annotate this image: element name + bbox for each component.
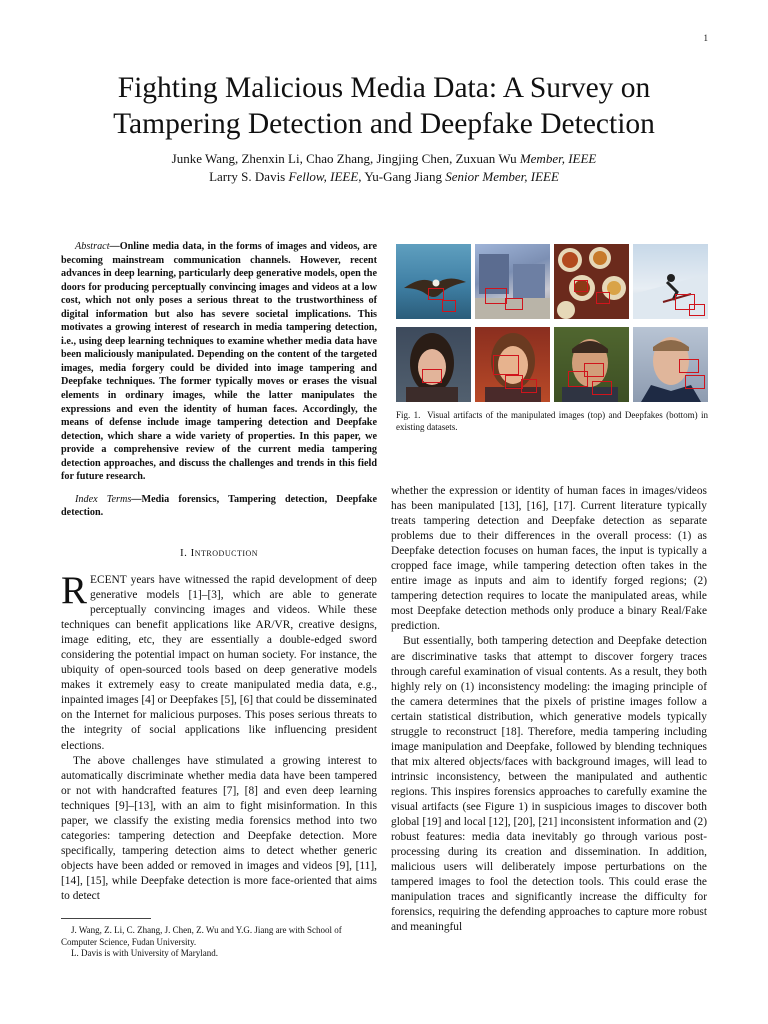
- right-paragraph-2: But essentially, both tampering detection and Deepfake detection are discriminative tasks that attempt to discover forgery traces through careful examination of visual contents. As a result, they both highly rely on (1) inconsistency modeling: the imaging principle of the camera determines that the pixels of pristine images follow a certain statistical distribution, which generative models typically struggle to reconstruct [18]. Therefore, media tampering including image manipulation and Deepfake, followed by blending techniques that mix altered objects/faces with background images, will lead to intrinsic inconsistency, between the manipulated and authentic regions. This inspires forensics approaches to carefully examine the visual artifacts (see Figure 1) in suspicious images to discover both global [19] and local [12], [20], [21] inconsistent information and (2) robust features: media data inevitably go through various post-processing during its creation and dissemination. In addition, malicious users will deliberately impose perturbations on the tampered images to fool the detection tools. This could erase the manipulation traces and significantly increase the difficulty for forensics, requiring the defending approaches to capture more robust and meaningful: [391, 635, 707, 934]
- left-column: [61, 240, 377, 960]
- section-heading-introduction: [61, 546, 377, 561]
- index-terms-label: Index Terms: [75, 493, 132, 505]
- right-paragraph-1: whether the expression or identity of human faces in images/videos has been manipulated [13], [16], [17]. Current literature typically treats tampering detection and Deepfake detection as separate problems due to their differences in the overall process: (1) as Deepfake detection focuses on human faces, the input is typically a cropped face image, while tampering detection often takes in the entire image as inputs and aim to identify forged regions; (2) tampering detection requires to locate the manipulated areas, while most Deepfake detection methods only produce a binary Real/Fake prediction.: [391, 485, 707, 633]
- intro-paragraph-2: The above challenges have stimulated a growing interest to automatically discriminate whether media data have been tampered or not with handcrafted features [7], [8] and even deep learning techniques [9]–[13], with an aim to fight misinformation. In this paper, we classify the existing media forensics method into two categories: tampering detection and Deepfake detection. More specifically, tampering detection aims to detect whether generic objects have been added or removed in images and videos [9], [11], [14], [15], while Deepfake detection is more face-oriented that aims to detect: [61, 754, 377, 902]
- author-line-2: [40, 168, 728, 186]
- index-terms-text: —Media forensics, Tampering detection, Deepfake detection.: [61, 493, 377, 519]
- author-names-1: Junke Wang, Zhenxin Li, Chao Zhang, Jingjing Chen, Zuxuan Wu: [171, 151, 517, 166]
- drop-cap: R: [61, 568, 88, 612]
- thumbnail-face-4: [633, 327, 708, 402]
- author-name-davis: Larry S. Davis: [209, 169, 286, 184]
- section-title: Introduction: [190, 546, 259, 559]
- thumbnail-skier: [633, 244, 708, 319]
- thumbnail-face-1: [396, 327, 471, 402]
- author-line-1: [40, 150, 728, 168]
- figure-caption: [396, 410, 708, 433]
- footnote-affiliation-maryland: L. Davis is with University of Maryland.: [71, 948, 218, 959]
- author-role-member: Member, IEEE: [519, 151, 597, 166]
- footnote-affiliation-fudan: J. Wang, Z. Li, C. Zhang, J. Chen, Z. Wu and Y.G. Jiang are with School of Computer Science, Fudan University.: [61, 925, 342, 947]
- figure-row-deepfakes: [396, 327, 708, 402]
- figure-caption-label: Fig. 1.: [396, 410, 421, 420]
- footnote-divider: [61, 918, 151, 919]
- figure-caption-text: Visual artifacts of the manipulated images (top) and Deepfakes (bottom) in existing datasets.: [396, 410, 709, 432]
- author-role-senior: Senior Member, IEEE: [445, 169, 559, 184]
- thumbnail-food: [554, 244, 629, 319]
- intro-paragraph-1-text: ECENT years have witnessed the rapid development of deep generative models [1]–[3], which are able to generate perceptually convincing images and videos. While these techniques can benefit applications like AR/VR, creative designs, image editing, etc, they are essentially a double-edged sword considering the potential impact on human society. For instance, the ubiquity of open-sourced tools based on deep generative models makes it extremely easy to create manipulated media data, e.g., inpainted images [4] or Deepfakes [5], [6] that could be disseminated on the Internet for malicious purposes. This poses serious threats to the integrity of social applications like influencing president elections.: [61, 573, 377, 752]
- abstract-text: —Online media data, in the forms of images and videos, are becoming mainstream communication channels. However, recent advances in deep learning, particularly deep generative models, open the doors for producing perceptually convincing images and videos at a low cost, which not only poses a serious threat to the trustworthiness of digital information but also has severe societal implications. This motivates a growing interest of research in media tampering detection, i.e., using deep learning techniques to examine whether media data have been maliciously manipulated. Depending on the content of the targeted images, media forgery could be divided into image tampering and Deepfake techniques. The former typically moves or erases the visual elements in ordinary images, while the latter manipulates the expressions and even the identity of human faces. Accordingly, the means of defense include image tampering detection and Deepfake detection, which share a wide variety of properties. In this paper, we provide a comprehensive review of the current media tampering detection approaches, and discuss the challenges and trends in this field for future research.: [61, 241, 377, 483]
- abstract: [61, 240, 377, 484]
- author-list: [40, 150, 728, 186]
- thumbnail-face-3: [554, 327, 629, 402]
- figure-1: [396, 244, 708, 433]
- thumbnail-face-2: [475, 327, 550, 402]
- author-name-jiang: , Yu-Gang Jiang: [358, 169, 442, 184]
- abstract-label: Abstract: [75, 241, 110, 252]
- author-role-fellow: Fellow, IEEE: [288, 169, 359, 184]
- page-number: 1: [703, 33, 708, 43]
- index-terms: [61, 493, 377, 520]
- figure-row-manipulated: [396, 244, 708, 319]
- title-line-1: Fighting Malicious Media Data: A Survey on: [117, 72, 651, 104]
- thumbnail-building: [475, 244, 550, 319]
- right-column: [391, 484, 707, 935]
- paper-title: [40, 70, 728, 142]
- section-number: I.: [179, 546, 191, 559]
- intro-paragraph-1: [61, 568, 377, 754]
- thumbnail-eagle: [396, 244, 471, 319]
- title-line-2: Tampering Detection and Deepfake Detection: [113, 108, 655, 140]
